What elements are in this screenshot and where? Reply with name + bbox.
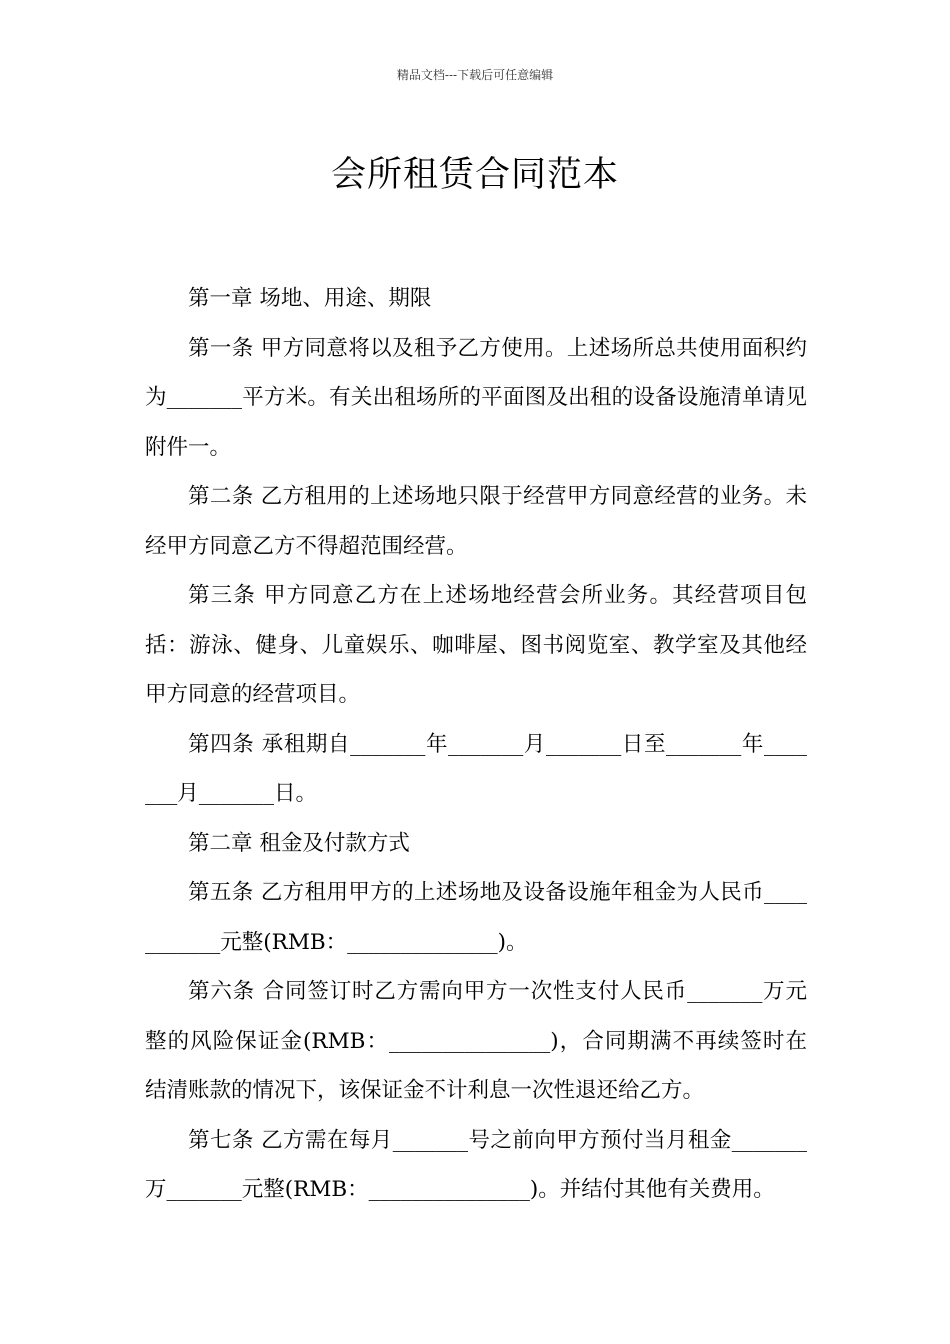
article-5: 第五条 乙方租用甲方的上述场地及设备设施年租金为人民币___________元整(RMB：______________)。: [145, 880, 807, 955]
document-title: 会所租赁合同范本: [330, 155, 619, 196]
article-6: 第六条 合同签订时乙方需向甲方一次性支付人民币_______万元整的风险保证金(RMB：_______________)，合同期满不再续签时在结清账款的情况下，该保证金不计利息一次性退还给乙方。: [145, 979, 807, 1103]
article-7: 第七条 乙方需在每月_______号之前向甲方预付当月租金_______万_______元整(RMB：_______________)。并结付其他有关费用。: [145, 1127, 807, 1202]
article-4: 第四条 承租期自_______年_______月_______日至_______年_______月_______日。: [145, 731, 807, 806]
chapter-1-heading: 第一章 场地、用途、期限: [188, 286, 432, 311]
chapter-2-heading: 第二章 租金及付款方式: [188, 830, 410, 856]
article-2: 第二条 乙方租用的上述场地只限于经营甲方同意经营的业务。未经甲方同意乙方不得超范围经营。: [145, 484, 807, 559]
document-body: [145, 274, 807, 1215]
article-3: 第三条 甲方同意乙方在上述场地经营会所业务。其经营项目包括：游泳、健身、儿童娱乐、咖啡屋、图书阅览室、教学室及其他经甲方同意的经营项目。: [145, 583, 807, 707]
article-1: 第一条 甲方同意将以及租予乙方使用。上述场所总共使用面积约为_______平方米。有关出租场所的平面图及出租的设备设施清单请见附件一。: [145, 335, 807, 460]
page-header-note: 精品文档---下载后可任意编辑: [396, 68, 554, 82]
